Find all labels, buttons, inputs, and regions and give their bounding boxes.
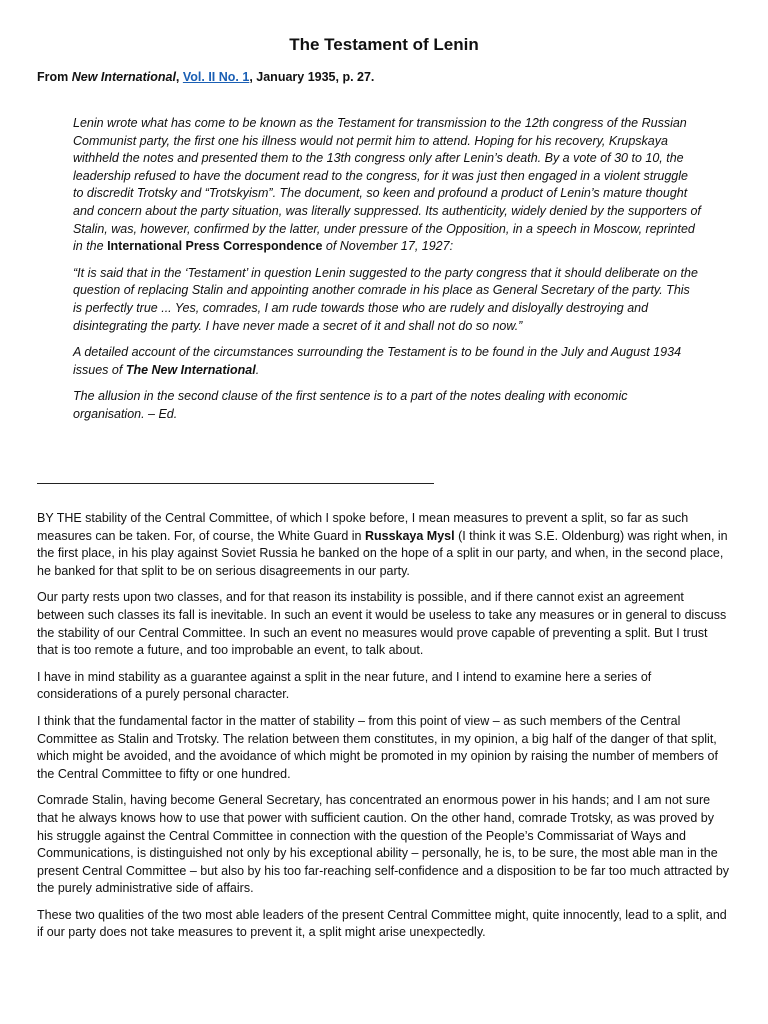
intro-p3-bold: The New International [125,362,256,377]
intro-editor-note: The allusion in the second clause of the first sentence is to a part of the notes dealing with economic organisation. – Ed. [73,389,628,421]
body-paragraph: I think that the fundamental factor in the matter of stability – from this point of view – as such members of the Central Committee as Stalin and Trotsky. The relation between them constitutes, in my opinion, a big half of the danger of that split, which might be avoided, and the avoidance of which might be promoted in my opinion by raising the number of members of the Central Committee to fifty or one hundred. [37,713,718,781]
body-paragraph [37,510,731,580]
body-paragraph: Comrade Stalin, having become General Secretary, has concentrated an enormous power in his hands; and I am not sure that he always knows how to use that power with sufficient caution. On the other hand, comrade Trotsky, as was proved by his struggle against the Central Committee in connection with the question of the People’s Commissariat of Ways and Communications, is distinguished not only by his exceptional ability – personally, he is, to be sure, the most able man in the present Central Committee – but also by his too far-reaching self-confidence and a disposition to be far too much attracted by the purely administrative side of affairs. [37,793,730,896]
editorial-introduction [73,115,701,433]
source-suffix: , January 1935, p. 27. [249,70,375,84]
intro-p1-text: Lenin wrote what has come to be known as the Testament for transmission to the 12th congress of the Russian Communist party, the first one his illness would not permit him to attend. Hoping for his recovery, Krupskaya withheld the notes and presented them to the 13th congress only after Lenin’s death. By a vote of 30 to 10, the leadership refused to have the document read to the congress, for it was just then engaged in a violent struggle to discredit Trotsky and “Trotskyism”. The document, so keen and profound a product of Lenin’s mature thought and concern about the party situation, was literally suppressed. Its authenticity, widely denied by the supporters of Stalin, was, however, confirmed by the latter, under pressure of the Opposition, in a speech in Moscow, reprinted in the [73,116,701,254]
intro-paragraph [73,115,701,256]
intro-paragraph [73,344,701,379]
page-title: The Testament of Lenin [289,35,479,54]
intro-p3-text: A detailed account of the circumstances surrounding the Testament is to be found in the July and August 1934 issues of [73,345,682,377]
source-prefix: From [37,70,72,84]
body-p1-text: BY THE stability of the Central Committee, of which I spoke before, I mean measures to prevent a split, so far as such measures can be taken. For, of course, the White Guard in [37,511,689,543]
intro-p3-text-end: . [255,362,260,377]
section-divider [37,483,434,484]
intro-quote: “It is said that in the ‘Testament’ in question Lenin suggested to the party congress that it should deliberate on the question of replacing Stalin and appointing another comrade in his place as General Secretary of the party. This is perfectly true ... Yes, comrades, I am rude towards those who are rudely and disloyally destroying and disintegrating the party. I have never made a secret of it and shall not do so now.” [73,265,698,333]
source-publication: New International [71,70,176,84]
body-paragraph: These two qualities of the two most able leaders of the present Central Committee might, quite innocently, lead to a split, and if our party does not take measures to prevent it, a split might arise unexpectedly. [37,907,727,940]
body-paragraph: I have in mind stability as a guarantee against a split in the near future, and I intend to examine here a series of considerations of a purely personal character. [37,669,652,702]
body-p1-text-end: (I think it was S.E. Oldenburg) was right when, in the first place, in his play against Soviet Russia he banked on the hope of a split in our party, and when, in the second place, he banked for that split to be on serious disagreements in our party. [37,528,728,578]
source-line [37,70,737,84]
testament-body [37,510,731,951]
intro-p1-text-end: of November 17, 1927: [322,239,454,254]
body-p1-bold: Russkaya Mysl [364,528,455,543]
source-comma: , [175,70,183,84]
body-paragraph: Our party rests upon two classes, and for that reason its instability is possible, and if there cannot exist an agreement between such classes its fall is inevitable. In such an event it would be useless to take any measures or in general to discuss the stability of our Central Committee. In such an event no measures would prove capable of preventing a split. But I trust that is too remote a future, and too improbable an event, to talk about. [37,590,727,658]
issue-link[interactable]: Vol. II No. 1 [182,70,250,84]
intro-p1-bold: International Press Correspondence [107,239,323,254]
